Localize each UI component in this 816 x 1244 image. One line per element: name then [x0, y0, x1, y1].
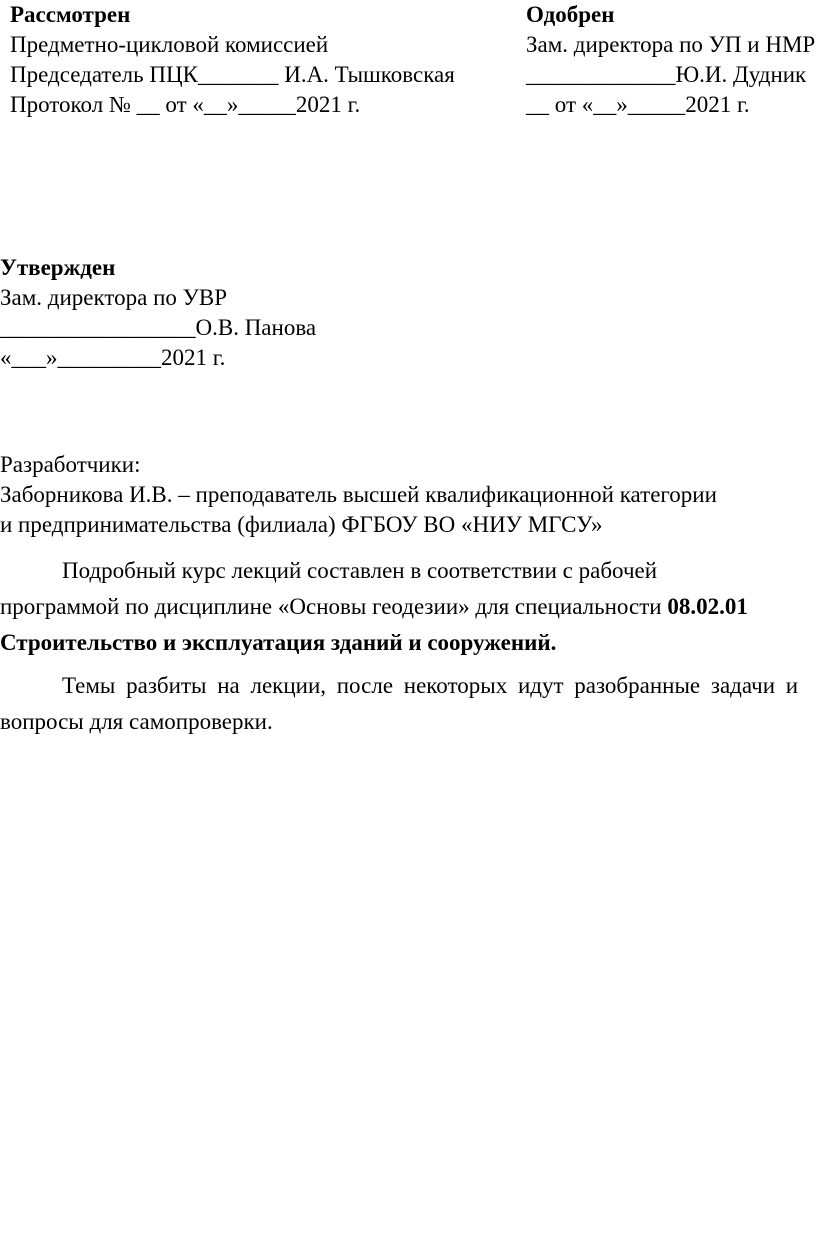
topics-paragraph [0, 668, 816, 740]
agreed-position: Зам. директора по УП и НМР [526, 32, 816, 57]
approval-block-agreed [526, 0, 815, 120]
approved-date: «___»_________2021 г. [0, 345, 226, 370]
developer-affiliation: и предпринимательства (филиала) ФГБОУ ВО «НИУ МГСУ» [0, 512, 603, 537]
specialty-code: 08.02.01 [667, 594, 748, 619]
agreed-title: Одобрен [526, 2, 615, 27]
agreed-date: __ от «__»_____2021 г. [526, 92, 750, 117]
reviewed-protocol: Протокол № __ от «__»_____2021 г. [10, 92, 361, 117]
developers-section [0, 450, 717, 540]
agreed-signature: _____________Ю.И. Дудник [526, 62, 807, 87]
approved-title: Утвержден [0, 255, 116, 280]
course-description-text: программой по дисциплине «Основы геодезии» для специальности [0, 594, 668, 619]
course-description-line-2 [0, 589, 816, 625]
topics-line-1: Темы разбиты на лекции, после некоторых идут разобранные задачи и [62, 673, 799, 698]
course-description-paragraph [0, 553, 816, 661]
reviewed-title: Рассмотрен [10, 2, 131, 27]
developer-name: Заборникова И.В. – преподаватель высшей квалификационной категории [0, 482, 717, 507]
approval-block-reviewed [10, 0, 455, 120]
course-description-line-1: Подробный курс лекций составлен в соответствии с рабочей [62, 558, 658, 583]
topics-line-2: вопросы для самопроверки. [0, 709, 273, 734]
approval-block-approved [0, 253, 316, 373]
approved-signature: _________________О.В. Панова [0, 315, 317, 340]
approved-position: Зам. директора по УВР [0, 285, 228, 310]
reviewed-chairman: Председатель ПЦК_______ И.А. Тышковская [10, 62, 455, 87]
reviewed-commission: Предметно-цикловой комиссией [10, 32, 329, 57]
specialty-name: Строительство и эксплуатация зданий и сооружений. [0, 630, 557, 655]
developers-heading: Разработчики: [0, 452, 141, 477]
